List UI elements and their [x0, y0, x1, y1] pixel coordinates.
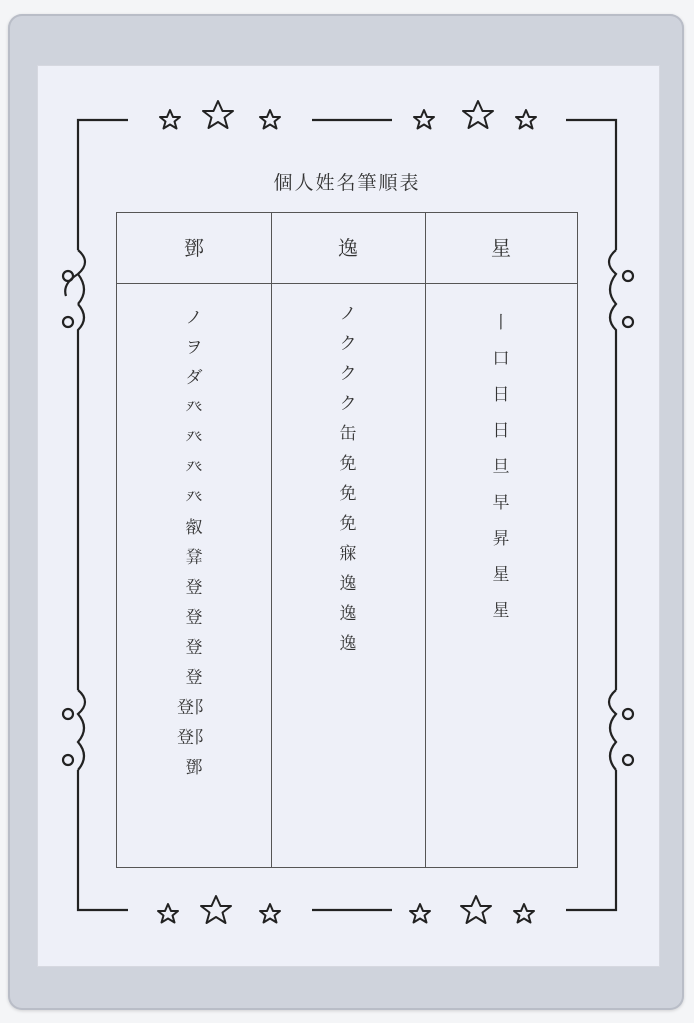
stroke-step: 癶 — [185, 398, 203, 418]
stroke-step: 登阝 — [177, 698, 211, 718]
stroke-step: 日 — [492, 385, 510, 405]
stroke-step: 日 — [492, 421, 510, 441]
stroke-step: 星 — [492, 565, 510, 585]
stroke-list-deng — [117, 303, 271, 783]
stroke-step: 癶 — [185, 458, 203, 478]
stroke-step: 㕡 — [185, 518, 203, 538]
stroke-step: 登 — [185, 578, 203, 598]
stroke-step: 逸 — [339, 634, 357, 654]
stroke-step: ク — [339, 394, 357, 414]
stroke-step: 免 — [339, 484, 357, 504]
stroke-step: 登 — [185, 668, 203, 688]
stroke-step: 癶 — [185, 488, 203, 508]
stroke-step: 逸 — [339, 574, 357, 594]
stroke-step: 鄧 — [185, 758, 203, 778]
column-header-yi: 逸 — [338, 236, 358, 260]
header-divider — [117, 283, 577, 284]
stroke-step: 癶 — [185, 428, 203, 448]
stroke-step: ノ — [339, 304, 357, 324]
stroke-step: 登阝 — [177, 728, 211, 748]
column-header-xing: 星 — [491, 236, 511, 260]
stroke-order-table — [116, 212, 578, 868]
stroke-step: ダ — [185, 368, 203, 388]
stroke-step: 登 — [185, 608, 203, 628]
stroke-step: 登 — [185, 638, 203, 658]
stroke-step: 昇 — [492, 529, 510, 549]
column-header-deng: 鄧 — [184, 236, 204, 260]
stroke-step: 口 — [492, 349, 510, 369]
stroke-step: 缶 — [339, 424, 357, 444]
stroke-list-yi — [271, 299, 425, 659]
stroke-step: 𤼷 — [185, 548, 203, 568]
stroke-list-xing — [425, 305, 577, 629]
stroke-step: ク — [339, 364, 357, 384]
stroke-step: 旦 — [492, 457, 510, 477]
stroke-step: 早 — [492, 493, 510, 513]
stroke-step: 免 — [339, 454, 357, 474]
stroke-step: 㝥 — [339, 544, 357, 564]
page-title: 個人姓名筆順表 — [273, 172, 421, 194]
stroke-step: ク — [339, 334, 357, 354]
stroke-step: ノ — [185, 308, 203, 328]
stroke-step: 丨 — [492, 313, 510, 333]
stroke-step: 免 — [339, 514, 357, 534]
stroke-step: 逸 — [339, 604, 357, 624]
stroke-step: ヲ — [185, 338, 203, 358]
stroke-step: 星 — [492, 601, 510, 621]
